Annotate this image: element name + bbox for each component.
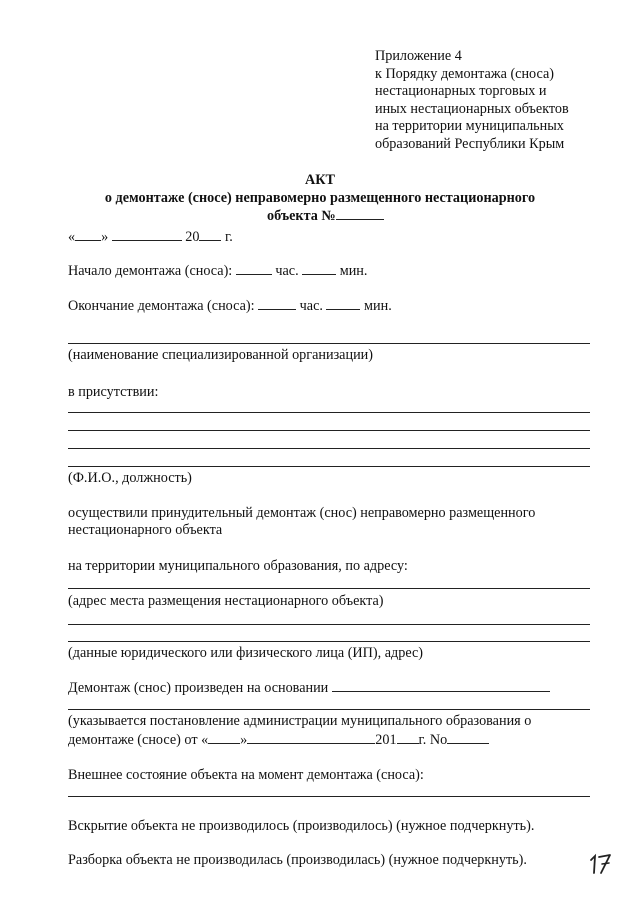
address-field[interactable] <box>68 588 590 589</box>
disassembly-statement: Разборка объекта не производилась (производилась) (нужное подчеркнуть). <box>68 852 527 868</box>
day-field[interactable] <box>75 228 101 241</box>
object-number <box>267 207 384 225</box>
presence-field-1[interactable] <box>68 412 590 413</box>
entity-field-1[interactable] <box>68 624 590 625</box>
date-row: « » 20 г. <box>68 229 233 245</box>
object-number-field[interactable] <box>336 207 384 220</box>
presence-field-4[interactable] <box>68 466 590 467</box>
resolution-line-1: (указывается постановление администрации муниципального образования о <box>68 713 532 729</box>
year-field[interactable] <box>199 228 221 241</box>
object-number-label: объекта № <box>267 208 336 224</box>
condition-field[interactable] <box>68 796 590 797</box>
appendix-line: нестационарных торговых и <box>375 83 547 99</box>
month-field[interactable] <box>112 228 182 241</box>
person-caption: (Ф.И.О., должность) <box>68 470 192 486</box>
entity-caption: (данные юридического или физического лица (ИП), адрес) <box>68 645 424 661</box>
start-time-row: Начало демонтажа (сноса): час. мин. <box>68 263 368 279</box>
handwritten-page-number <box>588 848 616 876</box>
carried-out-line-2: нестационарного объекта <box>68 522 223 538</box>
appendix-line: иных нестационарных объектов <box>375 100 569 117</box>
appendix-line: на территории муниципальных <box>375 118 564 134</box>
document-subtitle: о демонтаже (сносе) неправомерно размещенного нестационарного <box>104 190 536 206</box>
entity-field-2[interactable] <box>68 641 590 642</box>
resolution-number-field[interactable] <box>447 731 489 744</box>
appendix-line: Приложение 4 <box>375 48 462 64</box>
resolution-line-2: демонтаже (сносе) от « » 201 г. No <box>68 731 489 749</box>
basis-field-2[interactable] <box>68 709 590 710</box>
territory-label: на территории муниципального образования, по адресу: <box>68 558 408 574</box>
resolution-day-field[interactable] <box>208 731 240 744</box>
presence-label: в присутствии: <box>68 384 159 400</box>
start-minutes-field[interactable] <box>302 262 336 275</box>
end-time-row: Окончание демонтажа (сноса): час. мин. <box>68 298 392 314</box>
address-caption: (адрес места размещения нестационарного объекта) <box>68 593 384 609</box>
presence-field-3[interactable] <box>68 448 590 449</box>
resolution-month-field[interactable] <box>247 731 375 744</box>
end-minutes-field[interactable] <box>326 297 360 310</box>
appendix-header <box>375 48 569 153</box>
end-hours-field[interactable] <box>258 297 296 310</box>
condition-label: Внешнее состояние объекта на момент демонтажа (сноса): <box>68 767 424 783</box>
document-title: АКТ <box>305 172 335 188</box>
basis-row: Демонтаж (снос) произведен на основании <box>68 679 550 697</box>
presence-field-2[interactable] <box>68 430 590 431</box>
organization-field[interactable] <box>68 343 590 344</box>
resolution-year-field[interactable] <box>397 731 419 744</box>
appendix-line: образований Республики Крым <box>375 135 565 152</box>
organization-caption: (наименование специализированной организации) <box>68 347 373 363</box>
opening-statement: Вскрытие объекта не производилось (производилось) (нужное подчеркнуть). <box>68 818 535 834</box>
appendix-line: к Порядку демонтажа (сноса) <box>375 65 554 82</box>
basis-field[interactable] <box>332 679 550 692</box>
carried-out-line-1: осуществили принудительный демонтаж (снос) неправомерно размещенного <box>68 505 536 521</box>
start-hours-field[interactable] <box>236 262 272 275</box>
